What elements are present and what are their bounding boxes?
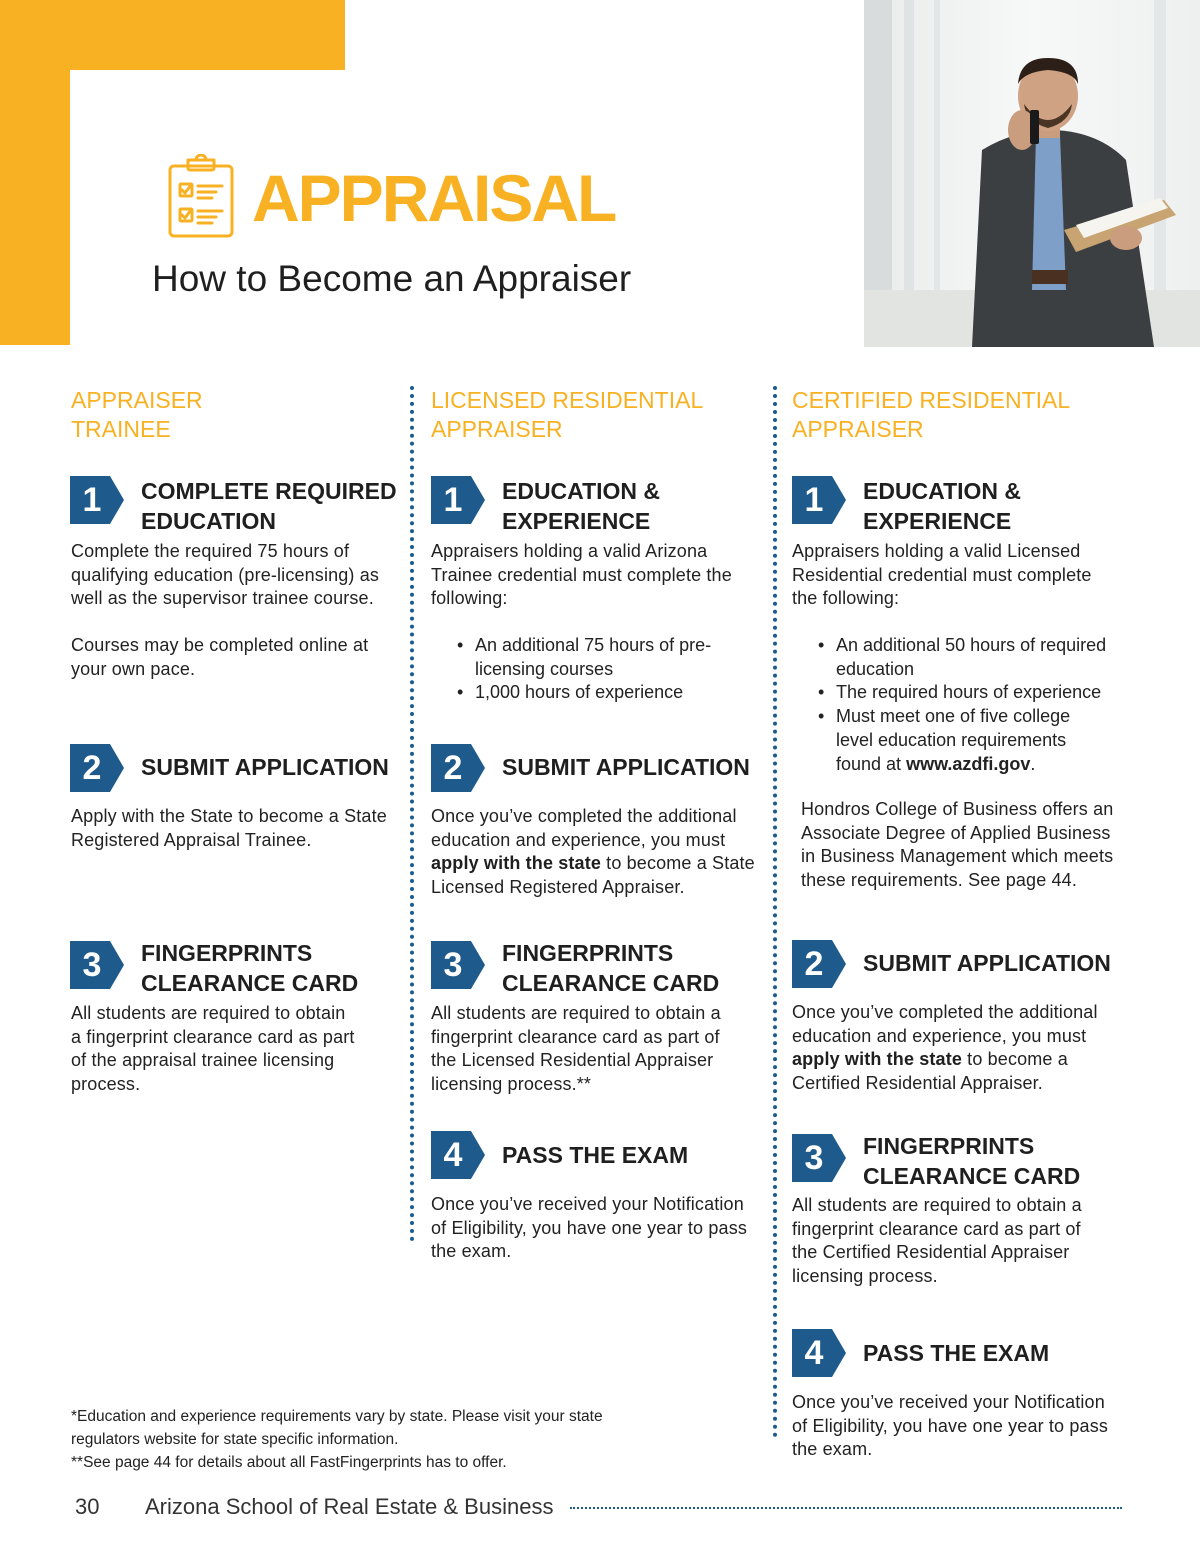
step-number-badge: 3 <box>792 1134 846 1182</box>
requirements-list <box>431 634 711 705</box>
column-heading-certified-residential: CERTIFIED RESIDENTIAL APPRAISER <box>792 387 1071 442</box>
page-subtitle: How to Become an Appraiser <box>152 258 632 299</box>
step-title: COMPLETE REQUIRED EDUCATION <box>141 478 397 534</box>
step-description: Complete the required 75 hours of qualifying education (pre-licensing) as well as the supervisor trainee course. <box>71 541 380 609</box>
step-title: EDUCATION & EXPERIENCE <box>502 478 661 534</box>
step-description: Once you’ve received your Notification of Eligibility, you have one year to pass the exam. <box>431 1194 747 1262</box>
man-on-phone-with-clipboard-photo <box>864 0 1200 347</box>
step-title: PASS THE EXAM <box>502 1142 689 1168</box>
step-number-badge: 4 <box>431 1131 485 1179</box>
step-number-badge: 4 <box>792 1329 846 1377</box>
clipboard-checklist-icon <box>166 154 236 240</box>
step-title: SUBMIT APPLICATION <box>502 754 750 780</box>
footer-publisher: Arizona School of Real Estate & Business <box>145 1494 554 1519</box>
step-description: All students are required to obtain a fingerprint clearance card as part of the Licensed Residential Appraiser licensing process.** <box>431 1003 721 1095</box>
step-number-badge: 1 <box>792 476 846 524</box>
list-item: • 1,000 hours of experience <box>431 681 711 705</box>
step-note: Courses may be completed online at your own pace. <box>71 635 369 679</box>
step-title: SUBMIT APPLICATION <box>863 950 1111 976</box>
step-title: FINGERPRINTS CLEARANCE CARD <box>863 1133 1081 1189</box>
list-item: • Must meet one of five college level education requirements found at www.azdfi.gov. <box>792 705 1106 776</box>
list-item: • An additional 50 hours of required education <box>792 634 1106 681</box>
yellow-accent-bar-left <box>0 0 70 345</box>
step-description: Once you’ve completed the additional education and experience, you must apply with the state to become a State Licensed Registered Appraiser. <box>431 806 755 898</box>
step-number-badge: 2 <box>792 940 846 988</box>
footnotes: *Education and experience requirements vary by state. Please visit your state regulators website for state specific information. **See page 44 for details about all FastFingerprints has to offer. <box>71 1408 603 1471</box>
step-description: All students are required to obtain a fingerprint clearance card as part of the appraisal trainee licensing process. <box>71 1003 355 1095</box>
step-description: All students are required to obtain a fingerprint clearance card as part of the Certified Residential Appraiser licensing process. <box>792 1195 1082 1287</box>
step-number-badge: 1 <box>431 476 485 524</box>
step-title: FINGERPRINTS CLEARANCE CARD <box>141 940 359 996</box>
step-number-badge: 1 <box>70 476 124 524</box>
page-title: APPRAISAL <box>252 161 616 235</box>
step-number-badge: 2 <box>70 744 124 792</box>
step-description: Appraisers holding a valid Licensed Residential credential must complete the following: <box>792 541 1092 609</box>
step-number-badge: 3 <box>70 941 124 989</box>
list-item: • The required hours of experience <box>792 681 1106 705</box>
step-description: Apply with the State to become a State Registered Appraisal Trainee. <box>71 806 387 850</box>
step-description: Once you’ve received your Notification of Eligibility, you have one year to pass the exam. <box>792 1392 1108 1460</box>
requirements-list <box>792 634 1106 776</box>
hondros-note: Hondros College of Business offers an Associate Degree of Applied Business in Business Management which meets these requirements. See page 44. <box>801 799 1114 891</box>
column-heading-licensed-residential: LICENSED RESIDENTIAL APPRAISER <box>431 387 704 442</box>
column-heading-appraiser-trainee: APPRAISER TRAINEE <box>71 387 203 442</box>
step-title: FINGERPRINTS CLEARANCE CARD <box>502 940 720 996</box>
footer-dotted-rule <box>570 1507 1122 1509</box>
step-title: EDUCATION & EXPERIENCE <box>863 478 1022 534</box>
step-title: SUBMIT APPLICATION <box>141 754 389 780</box>
page-number: 30 <box>75 1494 100 1519</box>
list-item: • An additional 75 hours of pre- licensing courses <box>431 634 711 681</box>
step-description: Appraisers holding a valid Arizona Trainee credential must complete the following: <box>431 541 732 609</box>
step-description: Once you’ve completed the additional education and experience, you must apply with the state to become a Certified Residential Appraiser. <box>792 1002 1098 1094</box>
column-divider-2 <box>773 386 777 1438</box>
step-number-badge: 2 <box>431 744 485 792</box>
azdfi-link[interactable]: www.azdfi.gov <box>906 753 1031 774</box>
step-title: PASS THE EXAM <box>863 1340 1050 1366</box>
step-number-badge: 3 <box>431 941 485 989</box>
